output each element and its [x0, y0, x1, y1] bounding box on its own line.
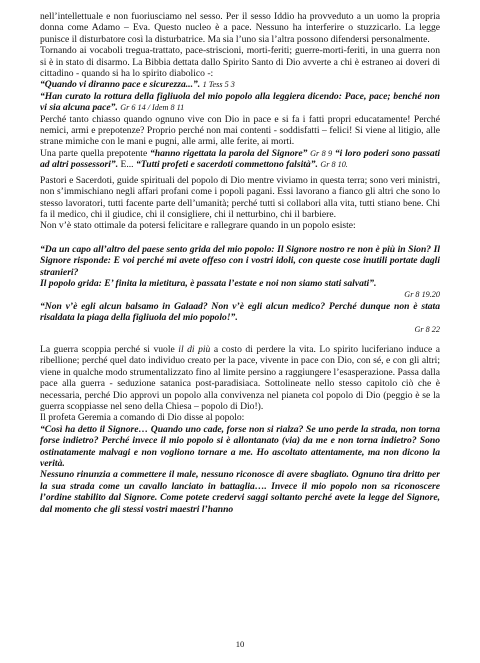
quote-text: “hanno rigettata la parola del Signore” — [149, 147, 308, 159]
quote-text: Invece il mio popolo non sa riconoscere l’ordine stabilito dal Signore. Come potete credervi saggi soltanto perché avete la legge del Signore, dal momento che gli stessi vostri maestri l’hanno — [40, 480, 441, 515]
quote-text: “i loro poderi sono passati ad altri possessori”. — [40, 147, 441, 171]
spacer — [40, 232, 440, 244]
quote-reference: Gr 8 10. — [320, 160, 348, 170]
paragraph — [40, 148, 440, 171]
paragraph: Tornando ai vocaboli tregua-trattato, pace-striscioni, morti-feriti; guerre-morti-feriti, in una guerra non si è in stato di disarmo. La Bibbia dettata dallo Spirito Santo di Dio avverte a chi è estraneo ai doveri di cittadino - quando si ha lo spirito diabolico -: — [40, 45, 440, 80]
text-span: La guerra scoppia perché si vuole — [40, 343, 175, 355]
quote-reference: Gr 8 19.20 — [404, 290, 440, 300]
bible-quote — [40, 91, 440, 114]
quote-text: “Tutti profeti e sacerdoti commettono falsità”. — [135, 159, 318, 171]
body-text — [40, 11, 440, 515]
paragraph: Non v’è stato ottimale da potersi felicitare e rallegrare quando in un popolo esiste: — [40, 220, 356, 232]
quote-reference: Gr 8 9 — [310, 148, 333, 158]
paragraph: Perché tanto chiasso quando ognuno vive con Dio in pace e si fa i fatti propri educatamente! Perché nemici, armi e prepotenze? Proprio perché non mai contenti - soddisfatti – felici! Si viene al litigio, alle strane mimiche con le mani e pugni, alle armi, alle ferite, ai morti. — [40, 113, 440, 148]
quote-text: “Da un capo all’altro del paese sento grida del mio popolo: Il Signore nostro re non è più in Sion? Il Signore risponde: E voi perché mi avete offeso con i vostri idoli, con queste cose inutili portate dagli stranieri? — [40, 243, 440, 278]
text-span: a costo di perdere la vita. Lo spirito luciferiano induce a ribellione; perché quel dato individuo creato per la pace, vivente in pace con Dio, con sé, e con gli altri; viene in qualche modo strumentalizzato fino al limite persino a raggiungere l’esasperazione. Passa dalla pace alla guerra - seduzione satanica post-paradisiaca. Sottolineate nello stesso capitolo ciò che è necessaria, perché Dio approvi un popolo alla convivenza nel pianeta col popolo di Dio (peggio è se la guerra scoppiasse nel seno della Chiesa – popolo di Dio!). — [40, 343, 440, 412]
quote-text: “Non v’è egli alcun balsamo in Galaad? Non v’è egli alcun medico? Perché dunque non è stata risaldata la piaga della figliuola del mio popolo!”. — [40, 300, 440, 324]
paragraph: Pastori e Sacerdoti, guide spirituali del popolo di Dio mentre viviamo in questa terra; sono veri ministri, non s’immischiano negli affari profani come i popoli pagani. Essi lavorano a fianco gli altri che sono lo stesso lavoratori, tutti facente parte dell’umanità; perché tutti si collabori alla vita, tutti stiano bene. Chi fa il medico, chi il giudice, chi il consigliere, chi il netturbino, chi il barbiere. — [40, 174, 440, 220]
paragraph: nell’intellettuale e non fuoriusciamo nel sesso. Per il sesso Iddio ha provveduto a un uomo la propria donna come Adamo – Eva. Questo nucleo è a pace. Nessuno ha interferire o stuzzicarlo. La legge punisce il disturbatore così la disturbatrice. Ma sia l’uno sia l’altra possono difendersi personalmente. — [40, 11, 440, 45]
quote-reference: 1 Tess 5 3 — [202, 80, 235, 90]
bible-quote — [40, 278, 440, 289]
bible-quote — [40, 424, 440, 470]
bible-quote — [40, 79, 440, 90]
text-span: Una parte quella prepotente — [40, 147, 148, 159]
quote-reference: Gr 6 14 / Idem 8 11 — [120, 103, 185, 113]
page-number: 10 — [235, 639, 245, 649]
bible-quote — [40, 469, 440, 515]
quote-text: “Han curato la rottura della figliuola del mio popolo alla leggiera dicendo: Pace, pace; benché non vi sia alcuna pace”. — [40, 90, 440, 114]
emphasis-text: il di più — [178, 343, 211, 355]
paragraph: Il profeta Geremia a comando di Dio disse al popolo: — [40, 412, 245, 424]
quote-text: Nessuno rinunzia a commettere il male, nessuno riconosce di avere sbagliato. Ognuno tira dritto per la sua strada come un cavallo lanciato in battaglia…. — [40, 469, 440, 492]
spacer — [40, 335, 440, 344]
text-span: E... — [120, 159, 134, 171]
bible-quote — [40, 301, 440, 324]
quote-text: “Quando vi diranno pace e sicurezza...”. — [40, 79, 201, 91]
bible-quote — [40, 244, 440, 278]
quote-text: Il popolo grida: E’ finita la mietitura, è passata l’estate e noi non siamo stati salvati”. — [40, 277, 377, 289]
quote-text: “Così ha detto il Signore… Quando uno cade, forse non si rialza? Se uno perde la strada, non torna forse indietro? Perché invece il mio popolo si è allontanato (via) da me e non torna indietro? Sono ostinatamente malvagi e non vogliono tornare a me. Ho ascoltato attentamente, ma non dicono la verità. — [40, 423, 440, 470]
quote-reference: Gr 8 22 — [414, 324, 440, 334]
paragraph — [40, 344, 440, 412]
